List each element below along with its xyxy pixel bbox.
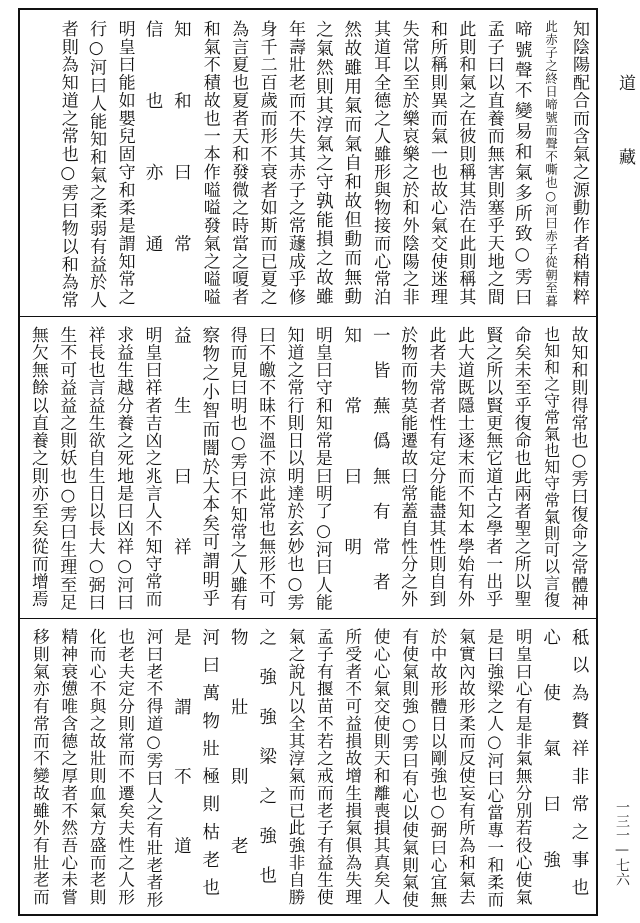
marginal-title: 道 xyxy=(615,74,635,97)
text-column: 啼號聲不變易和氣多所致○雱曰 xyxy=(512,20,533,309)
text-column: 生不可益益之則妖也○雱曰生理至足 xyxy=(57,326,78,612)
text-column: 和所稱則異而氣一也故心氣交使迷理 xyxy=(427,20,447,306)
text-column: 心使氣曰強 xyxy=(540,628,561,906)
text-column: 得而見曰明也○雱曰不知常之人雖有 xyxy=(228,326,249,612)
text-column: 氣實內故形柔而反使妄有所為和氣去 xyxy=(456,628,476,906)
panel-divider-2 xyxy=(18,618,598,619)
text-column: 使心心氣交使則天和離喪損其真矣人 xyxy=(371,628,391,906)
text-column: 信也亦通 xyxy=(143,20,163,306)
text-column: 為言夏也夏者天和發微之時當之嗄者 xyxy=(228,20,249,306)
text-column: 者則為知道之常也○雱曰物以和為常 xyxy=(57,20,78,309)
text-column: 故知和則得常也○雱曰復命之常體神 xyxy=(569,326,589,612)
text-column: 察物之小智而闇於大本矣可謂明乎 xyxy=(199,326,220,608)
text-column: 之強強梁之強也 xyxy=(256,628,277,906)
text-column: 身千二百歲而形不衰者如斯而已夏之 xyxy=(256,20,277,306)
text-column: 曰不皦不昧不溫不涼此常也無形不可 xyxy=(256,326,277,609)
text-column: 其道耳全德之人雖形與物接而心常泊 xyxy=(370,20,391,306)
text-column: 明皇曰心有是非氣無分別若役心使氣 xyxy=(513,628,533,906)
text-column: 行○河曰人能知和氣之柔弱有益於人 xyxy=(86,20,107,309)
text-column: 也知和之守常氣也知守常氣則可以言復 xyxy=(541,326,561,609)
text-column: 之氣然則其淳氣之守孰能損之故雖 xyxy=(313,20,334,307)
text-column: 益生曰祥 xyxy=(171,326,192,608)
text-column: 於物而物莫能遷故曰常蓋自性分之外 xyxy=(398,326,419,609)
text-column: 明皇曰能如嬰兒固守和柔是謂知常之 xyxy=(114,20,135,306)
text-column: 祥長也言益生欲自生日以長大○弼曰 xyxy=(86,326,107,612)
panel-divider-1 xyxy=(18,316,598,317)
text-column: 也老夫定分則常而不遷矣夫性之人形 xyxy=(115,628,135,906)
text-column: 移則氣亦有常而不變故雖外有壯老而 xyxy=(30,628,50,906)
text-column: 精神衰憊唯含德之厚者不然吾心未嘗 xyxy=(58,628,78,906)
text-column: 無欠無餘以直養之則亦至矣從而增焉 xyxy=(29,326,50,609)
text-panel-upper xyxy=(22,20,592,310)
text-column: 物壯則老 xyxy=(228,628,249,906)
text-column: 氣之說凡以全其淳氣而已此強非自勝 xyxy=(286,628,305,906)
text-column: 此則和氣之在彼則稱其浩在此則稱其 xyxy=(455,20,476,306)
text-column: 知陰陽配合而含氣之源動作者稍精粹 xyxy=(569,20,589,306)
text-column: 孟子有揠苗不若之戒而老子有益生使 xyxy=(314,628,334,906)
text-panel-middle xyxy=(22,326,592,612)
text-column: 知常曰明 xyxy=(341,326,362,608)
text-column: 此大道既隱士逐末而不知本學始有外 xyxy=(455,326,476,609)
marginal-collection: 藏 xyxy=(615,148,635,171)
text-column: 是謂不道 xyxy=(171,628,192,906)
text-column: 化而心不與之故壯則血氣方盛而老則 xyxy=(87,628,107,906)
page-number: 一三一—七六 xyxy=(614,800,630,886)
text-column: 明皇曰守和知常是曰明了○河曰人能 xyxy=(313,326,334,612)
text-column: 秪以為贅祥非常之事也 xyxy=(569,628,589,906)
text-column: 求益生越分養之死地是曰凶祥○河曰 xyxy=(114,326,135,612)
text-column: 此赤子之終日啼號而聲不嘶也○河曰赤子從朝至暮 xyxy=(543,20,558,308)
text-column: 和氣不積故也一本作嗌嗌發氣之嗌嗌 xyxy=(199,20,220,306)
text-column: 然故雖用氣而氣自和故但動而無動 xyxy=(341,20,362,307)
text-column: 年壽壯老而不失其赤子之常蘧成乎修 xyxy=(285,20,305,306)
text-column: 失常以至於樂哀樂之於和外陰陽之非 xyxy=(398,20,419,306)
text-column: 此者夫常者性有定分能盡其性則自到 xyxy=(427,326,447,609)
text-column: 有使氣則強○雱曰有心以使氣則氣使 xyxy=(399,628,419,909)
text-column: 河曰老不得道○雱曰人之有壯老者形 xyxy=(144,628,163,909)
text-column: 知道之常行則日以明達於玄妙也○雱 xyxy=(285,326,305,612)
text-column: 於中故形體日以剛強也○弼曰心宜無 xyxy=(428,628,447,909)
text-column: 一皆蕪僞無有常者 xyxy=(370,326,391,608)
text-panel-lower xyxy=(22,628,592,910)
text-column: 所受者不可益損故增生損氣俱為失理 xyxy=(342,628,362,906)
text-column: 命矣未至乎復命也此兩者聖之所以聖 xyxy=(512,326,533,609)
text-column: 河曰萬物壯極則枯老也 xyxy=(199,628,220,906)
text-column: 是曰強梁之人○河曰心當專一和柔而 xyxy=(484,628,504,909)
text-column: 孟子曰以直養而無害則塞乎天地之間 xyxy=(483,20,504,306)
text-column: 明皇曰祥者吉凶之兆言人不知守常而 xyxy=(143,326,163,609)
text-column: 知和曰常 xyxy=(171,20,192,306)
text-column: 賢之所以賢更無它道古之學者一出乎 xyxy=(483,326,504,609)
